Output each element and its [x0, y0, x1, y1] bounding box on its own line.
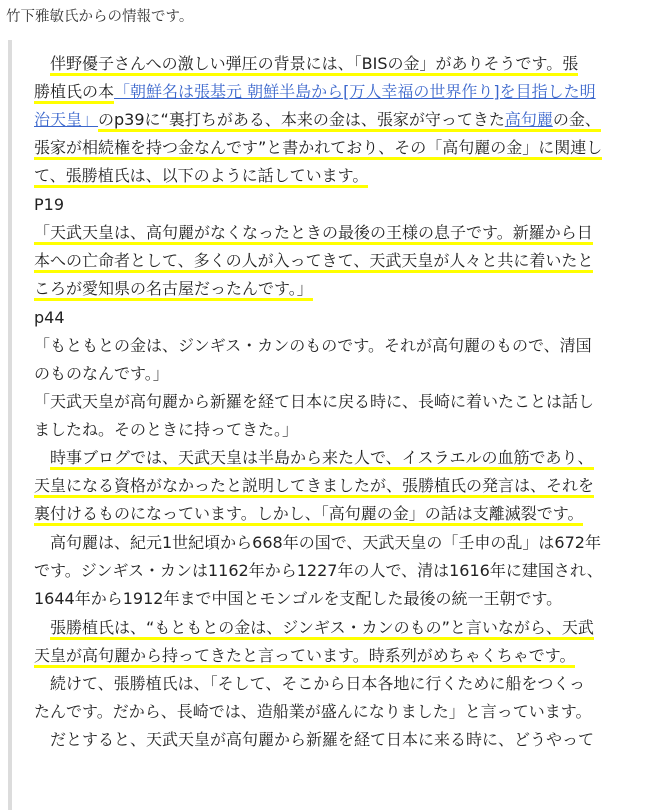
highlighted-text: 張家が相続権を持つ金なんです”と書かれており、その「高句麗の金」に関連し	[34, 138, 602, 160]
text-line	[34, 702, 591, 722]
highlighted-text: 天皇になる資格がなかったと説明してきましたが、張勝植氏の発言は、それを	[34, 476, 594, 498]
text-line	[34, 166, 368, 186]
highlighted-text: のp39に“裏打ちがある、本来の金は、張家が守ってきた	[98, 110, 505, 132]
body-text: P19	[34, 195, 65, 214]
book-link[interactable]: 治天皇」	[34, 110, 99, 129]
text-line	[34, 251, 593, 271]
text-line	[34, 138, 602, 158]
body-text: p44	[34, 308, 65, 327]
body-text: です。ジンギス・カンは1162年から1227年の人で、清は1616年に建国され、	[34, 561, 603, 580]
body-text: 1644年から1912年まで中国とモンゴルを支配した最後の統一王朝です。	[34, 589, 563, 608]
text-line	[34, 82, 596, 102]
highlighted-text: 「天武天皇は、高句麗がなくなったときの最後の王様の息子です。新羅から日	[34, 223, 593, 245]
text-line	[34, 504, 583, 524]
text-line	[34, 336, 592, 356]
body-text: ましたね。そのときに持ってきた。」	[34, 420, 299, 439]
highlighted-text: 時事ブログでは、天武天皇は半島から来た人で、イスラエルの血筋であり、	[50, 448, 594, 470]
text-line	[50, 618, 594, 638]
quoted-article	[8, 40, 652, 810]
highlighted-text: の金、	[553, 110, 601, 132]
body-text: たんです。だから、長崎では、造船業が盛んになりました」と言っています。	[34, 702, 592, 721]
highlighted-text: 天皇が高句麗から持ってきたと言っています。時系列がめちゃくちゃです。	[34, 646, 575, 668]
text-line	[50, 448, 594, 468]
highlighted-text: 伴野優子さんへの激しい弾圧の背景には、「BISの金」がありそうです。	[50, 54, 562, 76]
text-line	[34, 279, 313, 299]
text-line	[34, 476, 594, 496]
highlighted-text: ころが愛知県の名古屋だったんです。」	[34, 279, 313, 301]
text-line	[50, 54, 578, 74]
highlighted-text: 本への亡命者として、多くの人が入ってきて、天武天皇が人々と共に着いたと	[34, 251, 593, 273]
intro-text: 竹下雅敏氏からの情報です。	[6, 9, 194, 25]
text-line	[34, 223, 593, 243]
text-line	[50, 533, 601, 553]
body-text: だとすると、天武天皇が高句麗から新羅を経て日本に来る時に、どうやって	[50, 730, 595, 749]
body-text: のものなんです。」	[34, 364, 169, 383]
text-line	[34, 195, 64, 215]
highlighted-text: 勝植氏の本	[34, 82, 114, 104]
text-line	[50, 674, 585, 694]
body-text: 「天武天皇が高句麗から新羅を経て日本に戻る時に、長崎に着いたことは話し	[34, 392, 595, 411]
text-line	[34, 110, 601, 130]
text-line	[34, 364, 169, 384]
book-link[interactable]: 高句麗	[505, 110, 553, 132]
text-line	[34, 561, 603, 581]
text-line	[34, 589, 562, 609]
body-text: 高句麗は、紀元1世紀頃から668年の国で、天武天皇の「壬申の乱」は672年	[50, 533, 601, 552]
body-text: 「もともとの金は、ジンギス・カンのものです。それが高句麗のもので、清国	[34, 336, 592, 355]
text-line	[34, 420, 298, 440]
highlighted-text: 張勝植氏は、“もともとの金は、ジンギス・カンのもの”と言いながら、天武	[50, 618, 594, 640]
highlighted-text: 張	[562, 54, 578, 76]
text-line	[50, 730, 594, 750]
highlighted-text: 裏付けるものになっています。しかし、「高句麗の金」の話は支離滅裂です。	[34, 504, 583, 526]
text-line	[34, 646, 575, 666]
text-line	[34, 308, 65, 328]
book-link[interactable]: 「朝鮮名は張基元 朝鮮半島から[万人幸福の世界作り]を目指した明	[114, 82, 596, 101]
text-line	[34, 392, 594, 412]
highlighted-text: て、張勝植氏は、以下のように話しています。	[34, 166, 368, 188]
body-text: 続けて、張勝植氏は、「そして、そこから日本各地に行くために船をつくっ	[50, 674, 586, 693]
